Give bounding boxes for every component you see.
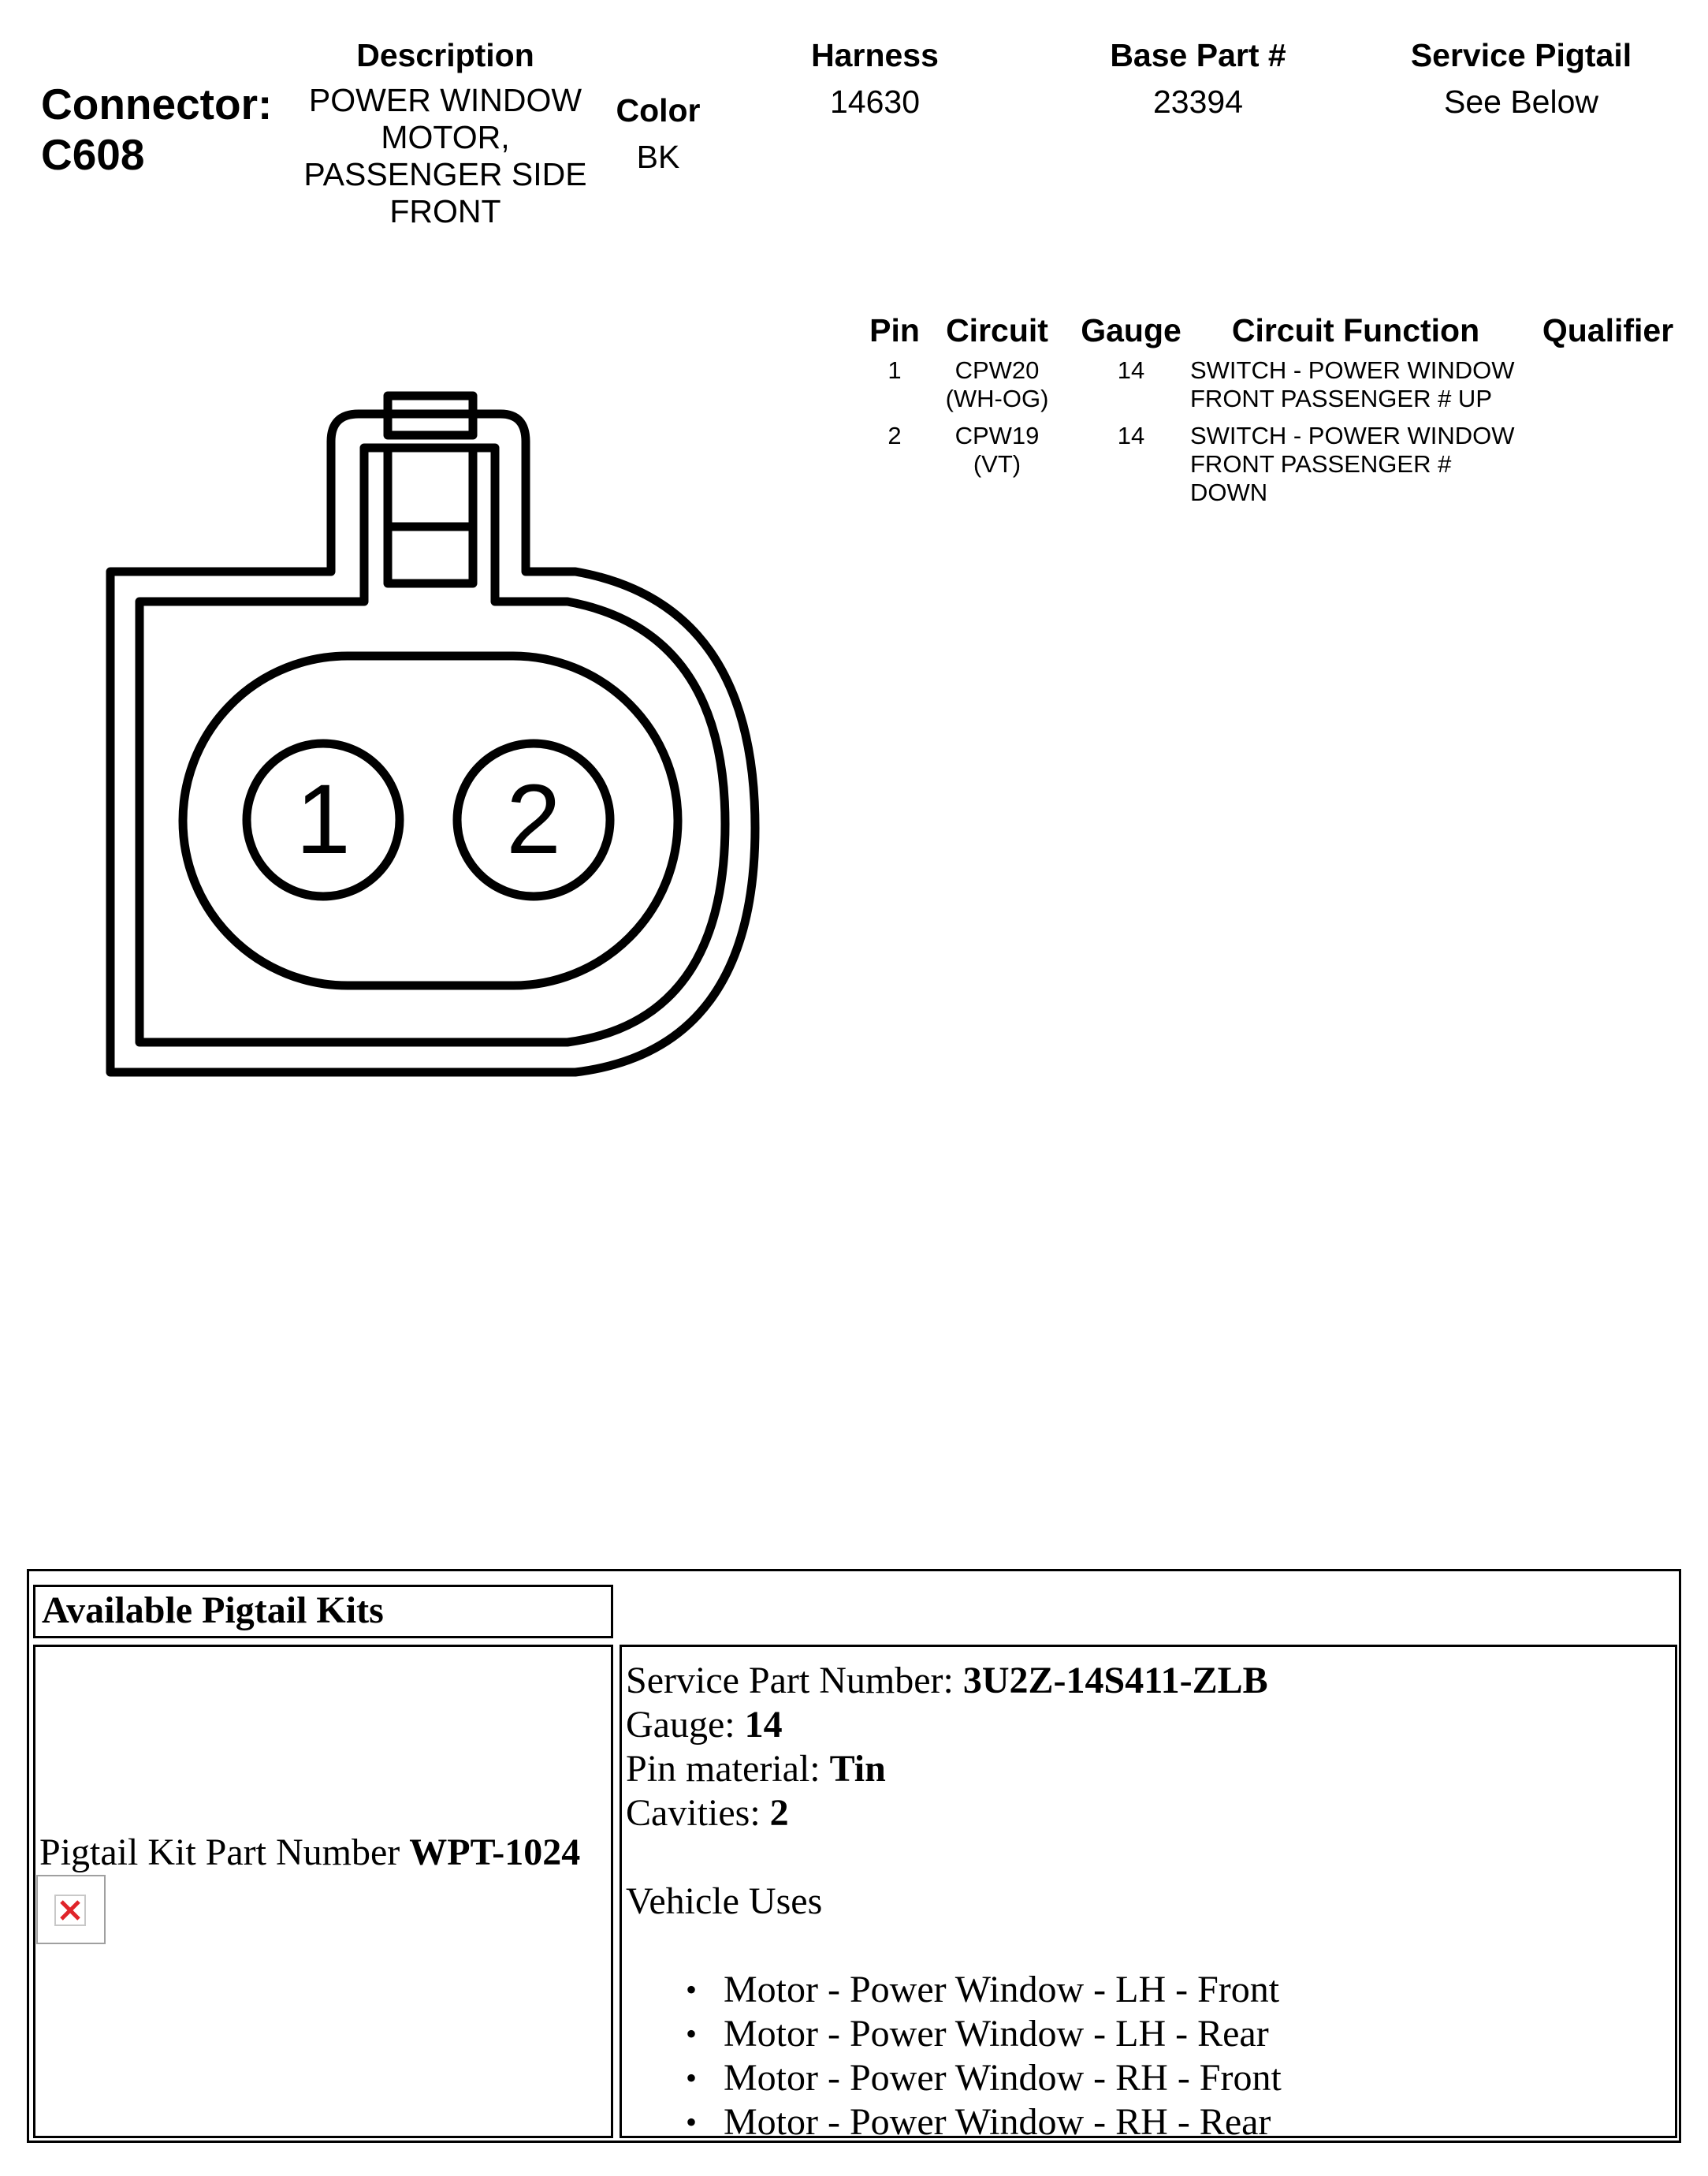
broken-image-x-icon: [38, 1876, 104, 1943]
pigtail-kit-cell: [33, 1645, 613, 2138]
service-part-label: Service Part Number:: [626, 1660, 963, 1701]
circuit-color: (WH-OG): [945, 385, 1049, 412]
pin-material-label: Pin material:: [626, 1748, 830, 1790]
table-row-1-pin: 1: [887, 356, 902, 384]
description-header: Description: [356, 37, 534, 73]
color-value: BK: [636, 139, 680, 175]
service-part-value: 3U2Z-14S411-ZLB: [962, 1660, 1268, 1701]
harness-value: 14630: [829, 84, 920, 120]
function-line: FRONT PASSENGER # UP: [1190, 385, 1492, 412]
service-pigtail-value: See Below: [1443, 84, 1598, 120]
latch-window: [388, 448, 473, 583]
description-line: FRONT: [389, 193, 501, 229]
connector-label: Connector:: [41, 80, 273, 129]
list-item: • Motor - Power Window - RH - Rear: [626, 2100, 1666, 2144]
circuit-function-column-header: Circuit Function: [1231, 312, 1480, 348]
gauge-column-header: Gauge: [1081, 312, 1181, 348]
table-row-1-gauge: 14: [1117, 356, 1145, 384]
function-line: FRONT PASSENGER #: [1190, 450, 1452, 478]
housing-inner-outline: [140, 448, 725, 1042]
color-header: Color: [616, 92, 701, 129]
vehicle-uses-list: [626, 1968, 1666, 2144]
pigtail-kits-title-cell: [33, 1585, 613, 1638]
connector-heading: [41, 79, 272, 180]
pin-material-line: [626, 1747, 1666, 1791]
base-part-value: 23394: [1152, 84, 1243, 120]
table-row-2-pin: 2: [887, 422, 902, 449]
function-line: DOWN: [1190, 479, 1268, 506]
circuit-color: (VT): [973, 450, 1021, 478]
description-value: [284, 82, 607, 230]
pigtail-kits-title: Available Pigtail Kits: [42, 1589, 384, 1631]
list-item: • Motor - Power Window - LH - Front: [626, 1968, 1666, 2012]
connector-diagram: [95, 378, 780, 1088]
connector-id: C608: [41, 130, 145, 179]
kit-label: Pigtail Kit Part Number: [39, 1831, 410, 1873]
pigtail-details: [626, 1659, 1666, 2144]
description-line: MOTOR,: [381, 119, 510, 155]
function-line: SWITCH - POWER WINDOW: [1190, 356, 1515, 384]
gauge-value: 14: [744, 1704, 783, 1746]
table-row-2-gauge: 14: [1117, 422, 1145, 449]
harness-header: Harness: [811, 37, 939, 73]
circuit-column-header: Circuit: [946, 312, 1048, 348]
pin-1-label: 1: [296, 765, 351, 874]
broken-image-icon: [36, 1875, 106, 1944]
gauge-line: [626, 1703, 1666, 1747]
table-row-1-function: [1190, 356, 1521, 413]
gauge-label: Gauge:: [626, 1704, 745, 1746]
circuit-code: CPW20: [954, 356, 1040, 384]
service-part-number: [626, 1659, 1666, 1703]
base-part-header: Base Part #: [1110, 37, 1286, 73]
function-line: SWITCH - POWER WINDOW: [1190, 422, 1515, 449]
pigtail-kit-part-number: [39, 1831, 580, 1875]
circuit-code: CPW19: [954, 422, 1040, 449]
pin-2-label: 2: [506, 765, 561, 874]
pin-column-header: Pin: [869, 312, 920, 348]
service-pigtail-header: Service Pigtail: [1410, 37, 1632, 73]
list-item: • Motor - Power Window - LH - Rear: [626, 2012, 1666, 2056]
cavities-label: Cavities:: [626, 1792, 770, 1834]
list-item: • Motor - Power Window - RH - Front: [626, 2056, 1666, 2100]
vehicle-uses-label: Vehicle Uses: [626, 1880, 823, 1922]
kit-number: WPT-1024: [409, 1831, 581, 1873]
description-line: PASSENGER SIDE: [303, 156, 587, 192]
table-row-1-circuit: [930, 356, 1064, 413]
pin-material-value: Tin: [829, 1748, 886, 1790]
table-row-2-circuit: [930, 422, 1064, 479]
table-row-2-function: [1190, 422, 1521, 507]
cavity-oval: [183, 656, 678, 986]
description-line: POWER WINDOW: [308, 82, 582, 118]
cavities-line: [626, 1791, 1666, 1835]
qualifier-column-header: Qualifier: [1542, 312, 1674, 348]
cavities-value: 2: [769, 1792, 789, 1834]
